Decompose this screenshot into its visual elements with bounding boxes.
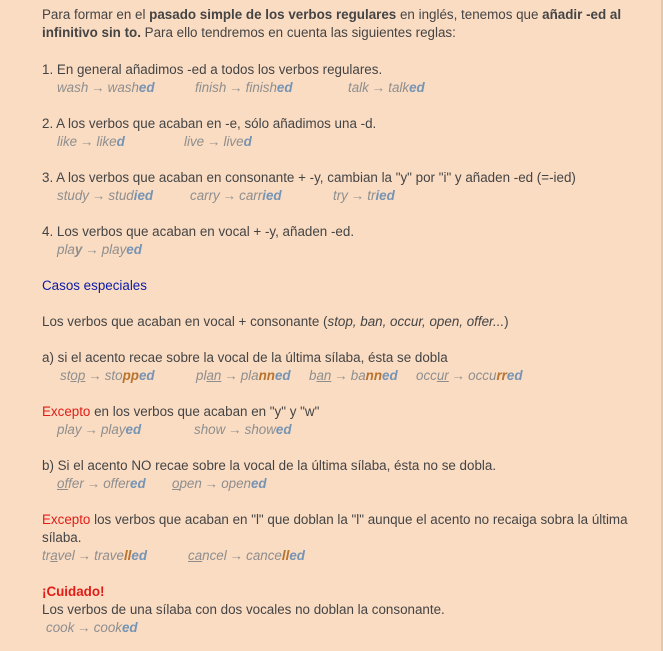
intro-bold-2: añadir -ed al infinitivo sin to. xyxy=(42,7,622,40)
rule-a: a) si el acento recae sobre la vocal de la última sílaba, ésta se dobla xyxy=(42,350,448,365)
intro-bold-1: pasado simple de los verbos regulares xyxy=(149,7,397,22)
example-play: play → played xyxy=(57,242,142,257)
example-live: live → lived xyxy=(184,134,252,149)
example-show: show → showed xyxy=(194,422,292,437)
example-stop: stop → stopped xyxy=(60,368,155,383)
example-wash: wash → washed xyxy=(57,80,155,95)
example-like: like → liked xyxy=(57,134,125,149)
special-intro: Los verbos que acaban en vocal + consonante (stop, ban, occur, open, offer...) xyxy=(42,314,509,329)
rule-2: 2. A los verbos que acaban en -e, sólo añadimos una -d. xyxy=(42,116,377,131)
example-plan: plan → planned xyxy=(196,368,291,383)
example-ban: ban → banned xyxy=(309,368,398,383)
example-open: open → opened xyxy=(172,476,267,491)
exception-2: Excepto los verbos que acaban en "l" que doblan la "l" aunque el acento no recaiga sobra la última sílaba. xyxy=(42,512,628,545)
warning-heading: ¡Cuidado! xyxy=(42,584,105,599)
example-cook: cook → cooked xyxy=(46,620,138,635)
example-finish: finish → finished xyxy=(195,80,293,95)
exception-1: Excepto en los verbos que acaban en "y" y "w" xyxy=(42,404,320,419)
rule-1: 1. En general añadimos -ed a todos los verbos regulares. xyxy=(42,62,383,77)
example-occur: occur → occurred xyxy=(416,368,523,383)
warning-text: Los verbos de una sílaba con dos vocales no doblan la consonante. xyxy=(42,602,445,617)
intro-text-1: Para formar en el xyxy=(42,7,150,22)
example-try: try → tried xyxy=(333,188,395,203)
special-cases-heading: Casos especiales xyxy=(42,278,147,293)
rule-4: 4. Los verbos que acaban en vocal + -y, añaden -ed. xyxy=(42,224,355,239)
intro-text-3: Para ello tendremos en cuenta las siguientes reglas: xyxy=(140,25,456,40)
example-travel: travel → travelled xyxy=(42,548,148,563)
rule-3: 3. A los verbos que acaban en consonante + -y, cambian la "y" por "i" y añaden -ed (=-ied) xyxy=(42,170,576,185)
example-study: study → studied xyxy=(57,188,154,203)
intro-text-2: en inglés, tenemos que xyxy=(396,7,543,22)
example-cancel: cancel → cancelled xyxy=(188,548,305,563)
intro-paragraph xyxy=(42,6,632,42)
example-offer: offer → offered xyxy=(57,476,146,491)
example-play-2: play → played xyxy=(57,422,142,437)
example-carry: carry → carried xyxy=(190,188,282,203)
example-talk: talk → talked xyxy=(348,80,425,95)
rule-b: b) Si el acento NO recae sobre la vocal de la última sílaba, ésta no se dobla. xyxy=(42,458,497,473)
